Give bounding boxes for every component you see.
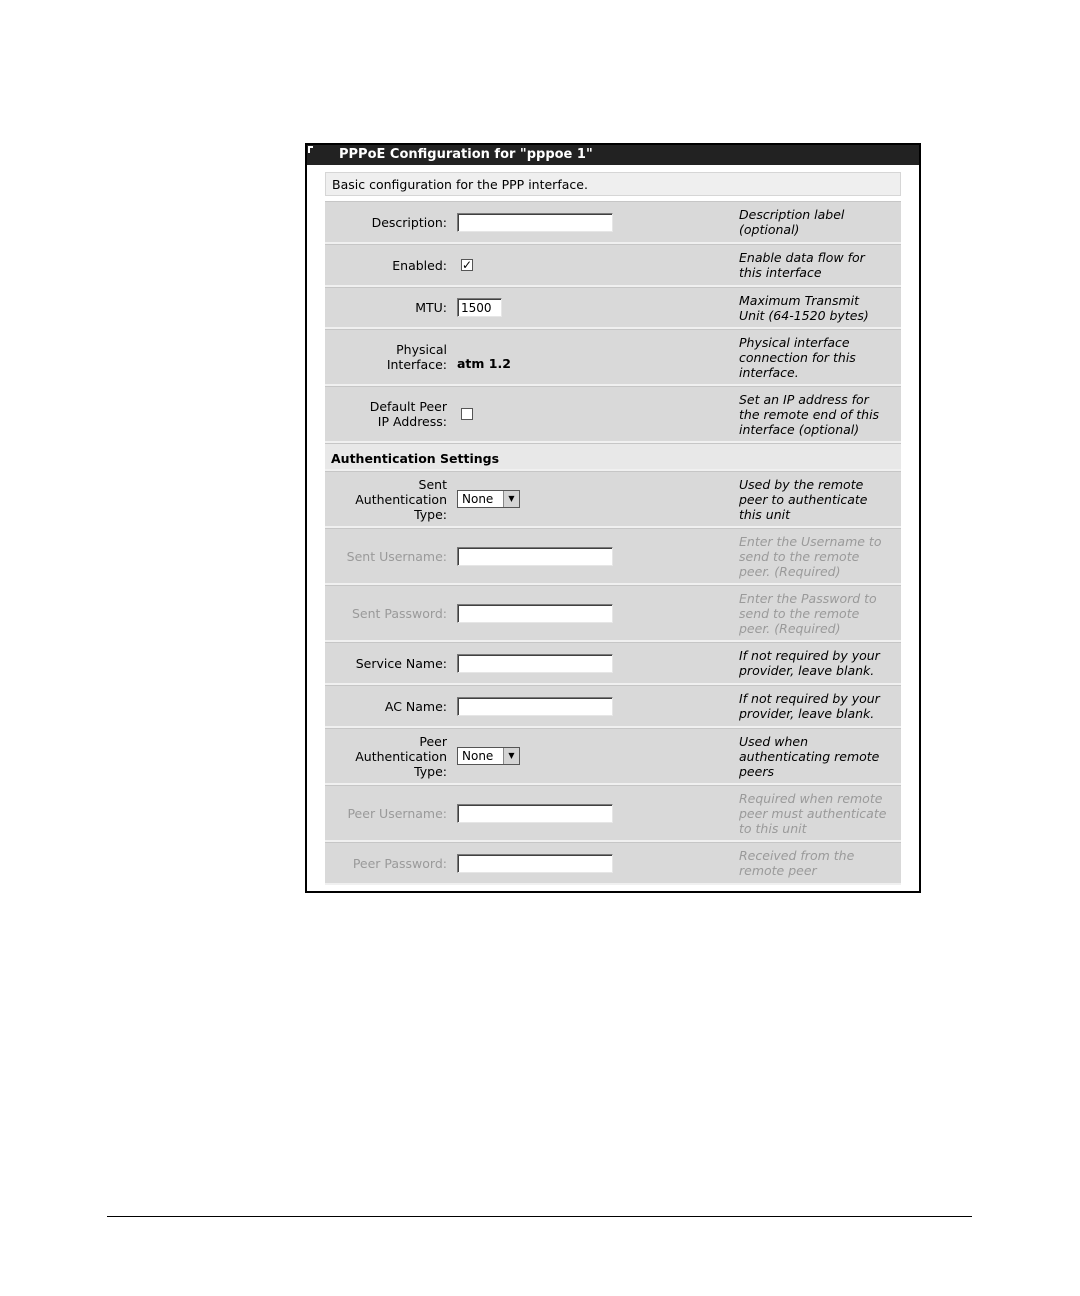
sent-password-label: Sent Password: [351,605,447,621]
description-label: Description: [371,214,447,230]
peer-username-label: Peer Username: [347,805,447,821]
chevron-down-icon[interactable]: ▼ [503,491,519,507]
service-name-row [325,642,901,685]
enabled-hint: Enable data flow for this interface [739,250,865,280]
pppoe-config-window [305,143,921,893]
peer-auth-type-hint: Used when authenticating remote peers [739,733,880,779]
default-peer-ip-control [447,387,729,441]
peer-password-row [325,842,901,885]
corner-mark-icon [308,146,313,153]
peer-username-input[interactable] [457,804,613,823]
service-name-label: Service Name: [355,655,447,671]
ac-name-input[interactable] [457,697,613,716]
peer-password-input[interactable] [457,854,613,873]
ac-name-label: AC Name: [384,698,447,714]
physical-interface-label: Physical Interface: [386,342,447,372]
description-hint: Description label (optional) [739,207,845,237]
peer-username-control [447,786,729,840]
sent-username-row [325,528,901,585]
physical-interface-control [447,330,729,384]
physical-interface-hint: Physical interface connection for this interface. [739,334,856,380]
description-control [447,202,729,242]
enabled-control [447,245,729,285]
sent-username-hint: Enter the Username to send to the remote peer. (Required) [739,533,882,579]
service-name-control [447,643,729,683]
intro-text: Basic configuration for the PPP interface. [325,172,901,196]
peer-auth-type-label: Peer Authentication Type: [355,733,447,779]
enabled-row [325,244,901,287]
service-name-hint: If not required by your provider, leave blank. [739,648,880,678]
sent-auth-type-value: None [462,492,494,506]
enabled-label: Enabled: [392,257,447,273]
sent-auth-type-select[interactable] [457,490,520,508]
default-peer-ip-checkbox[interactable] [461,408,473,420]
peer-username-hint: Required when remote peer must authenticate to this unit [739,790,887,836]
sent-username-input[interactable] [457,547,613,566]
ac-name-control [447,686,729,726]
mtu-input[interactable] [457,298,502,317]
peer-password-label: Peer Password: [352,855,447,871]
chevron-down-icon[interactable]: ▼ [503,748,519,764]
sent-auth-type-label: Sent Authentication Type: [355,476,447,522]
page-footer-rule [107,1216,972,1217]
physical-interface-row [325,329,901,386]
sent-password-row [325,585,901,642]
sent-password-hint: Enter the Password to send to the remote peer. (Required) [739,590,877,636]
ac-name-row [325,685,901,728]
default-peer-ip-row [325,386,901,443]
sent-auth-type-control [447,472,729,526]
default-peer-ip-label: Default Peer IP Address: [369,399,447,429]
authentication-settings-header: Authentication Settings [325,443,901,471]
peer-password-hint: Received from the remote peer [739,848,855,878]
peer-username-row [325,785,901,842]
basic-config-form [325,201,901,885]
ac-name-hint: If not required by your provider, leave blank. [739,691,880,721]
checkmark-icon: ✓ [462,258,473,272]
mtu-row [325,287,901,329]
physical-interface-value: atm 1.2 [457,356,511,371]
description-row [325,201,901,244]
window-title: PPPoE Configuration for "pppoe 1" [339,147,593,162]
mtu-hint: Maximum Transmit Unit (64-1520 bytes) [739,292,869,323]
sent-username-control [447,529,729,583]
mtu-control [447,288,729,327]
sent-password-control [447,586,729,640]
window-titlebar [307,145,919,165]
peer-auth-type-value: None [462,749,494,763]
sent-password-input[interactable] [457,604,613,623]
peer-auth-type-select[interactable] [457,747,520,765]
content-area [307,165,919,885]
peer-auth-type-row [325,728,901,785]
sent-auth-type-row [325,471,901,528]
sent-username-label: Sent Username: [346,548,447,564]
peer-password-control [447,843,729,883]
service-name-input[interactable] [457,654,613,673]
peer-auth-type-control [447,729,729,783]
description-input[interactable] [457,213,613,232]
sent-auth-type-hint: Used by the remote peer to authenticate this unit [739,476,868,522]
mtu-label: MTU: [415,300,447,315]
default-peer-ip-hint: Set an IP address for the remote end of this interface (optional) [739,391,880,437]
enabled-checkbox[interactable] [461,259,473,271]
